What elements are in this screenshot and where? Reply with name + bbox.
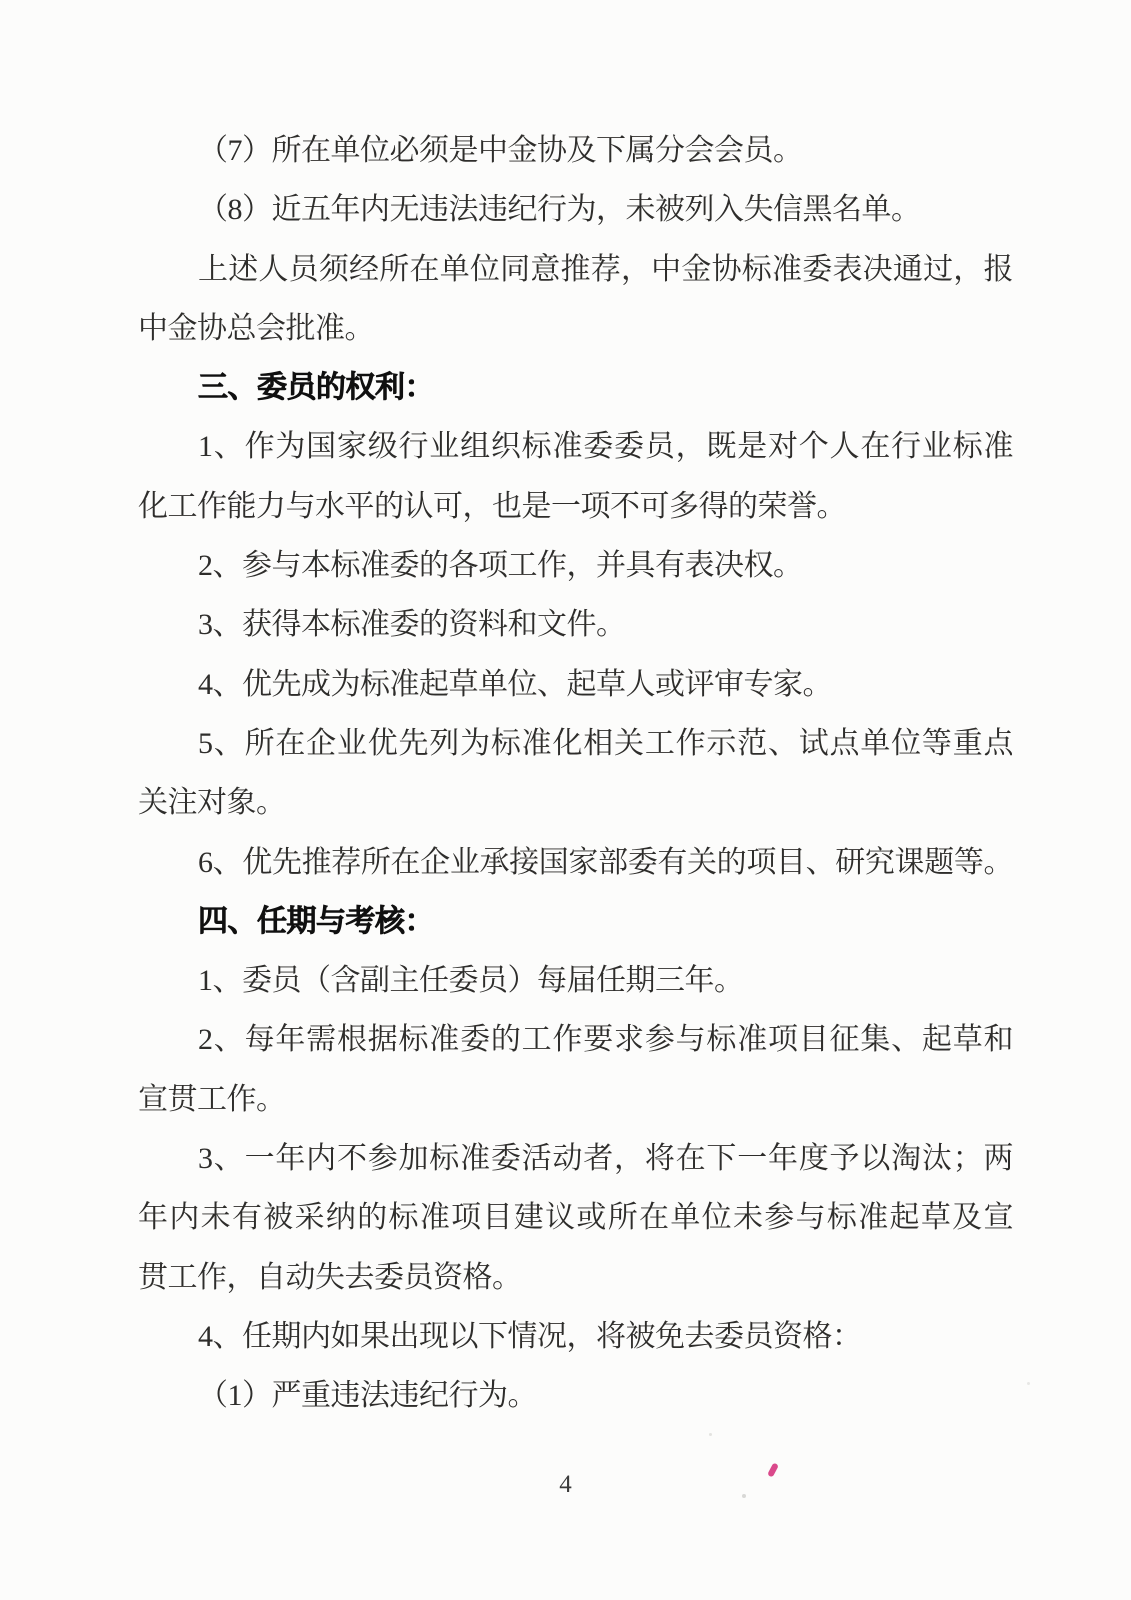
page-number: 4: [559, 1471, 572, 1498]
text-line: 中金协总会批准。: [138, 311, 374, 345]
scan-artifact-speck: [1027, 1382, 1030, 1385]
text-line: 6、优先推荐所在企业承接国家部委有关的项目、研究课题等。: [198, 845, 1013, 879]
text-line: 1、委员（含副主任委员）每届任期三年。: [198, 964, 744, 998]
text-line: 上述人员须经所在单位同意推荐，中金协标准委表决通过，报: [198, 252, 1013, 286]
text-line: 5、所在企业优先列为标准化相关工作示范、试点单位等重点: [198, 726, 1013, 760]
text-line: 宣贯工作。: [138, 1082, 286, 1116]
text-line: 年内未有被采纳的标准项目建议或所在单位未参与标准起草及宣: [138, 1201, 1013, 1235]
text-line: 关注对象。: [138, 786, 286, 820]
scan-artifact-speck: [709, 1433, 712, 1436]
text-line: 贯工作，自动失去委员资格。: [138, 1260, 522, 1294]
text-line: （8）近五年内无违法违纪行为，未被列入失信黑名单。: [198, 193, 921, 227]
text-line: 2、参与本标准委的各项工作，并具有表决权。: [198, 549, 803, 583]
text-line: 4、任期内如果出现以下情况，将被免去委员资格：: [198, 1319, 862, 1353]
text-line: （1）严重违法违纪行为。: [198, 1379, 537, 1413]
text-line: 3、一年内不参加标准委活动者，将在下一年度予以淘汰；两: [198, 1142, 1013, 1176]
document-body: [138, 121, 1013, 1426]
text-line: 2、每年需根据标准委的工作要求参与标准项目征集、起草和: [198, 1023, 1013, 1057]
text-line: 1、作为国家级行业组织标准委委员，既是对个人在行业标准: [198, 430, 1013, 464]
scan-artifact-speck: [742, 1494, 746, 1498]
text-line: 4、优先成为标准起草单位、起草人或评审专家。: [198, 667, 832, 701]
text-line: 3、获得本标准委的资料和文件。: [198, 608, 626, 642]
section-heading: 三、委员的权利：: [198, 371, 434, 405]
text-line: 化工作能力与水平的认可，也是一项不可多得的荣誉。: [138, 489, 846, 523]
text-line: （7）所在单位必须是中金协及下属分会会员。: [198, 134, 803, 167]
section-heading: 四、任期与考核：: [198, 904, 434, 938]
